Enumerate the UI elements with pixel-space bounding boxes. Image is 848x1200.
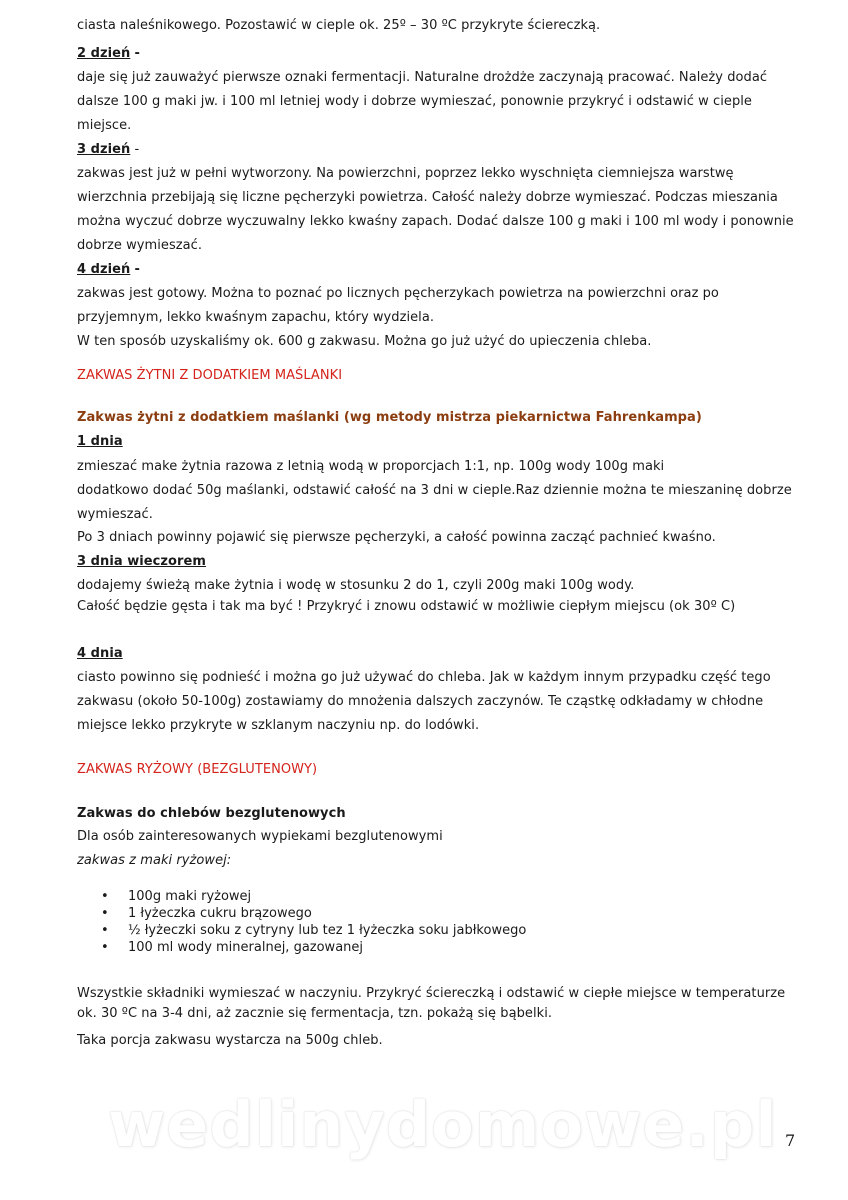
- day-3-text: zakwas jest już w pełni wytworzony. Na powierzchni, poprzez lekko wyschnięta ciemniejsza warstwę: [77, 166, 734, 181]
- rye-day-1-text: zmieszać make żytnia razowa z letnią wodą w proporcjach 1:1, np. 100g wody 100g maki: [77, 459, 665, 474]
- day-4-text: przyjemnym, lekko kwaśnym zapachu, który wydziela.: [77, 310, 435, 325]
- day-2-text: miejsce.: [77, 118, 132, 133]
- ingredient-text: ½ łyżeczki soku z cytryny lub tez 1 łyżeczka soku jabłkowego: [128, 923, 527, 938]
- bullet-icon: •: [101, 889, 109, 904]
- ingredient-text: 100g maki ryżowej: [128, 889, 252, 904]
- rye-day-1-heading: 1 dnia: [77, 434, 123, 449]
- ingredient-text: 100 ml wody mineralnej, gazowanej: [128, 940, 364, 955]
- day-2-text: daje się już zauważyć pierwsze oznaki fermentacji. Naturalne drożdże zaczynają pracować. Należy dodać: [77, 70, 768, 85]
- rye-day-3-heading: 3 dnia wieczorem: [77, 554, 206, 569]
- day-2-heading-row: [77, 45, 140, 62]
- day-2-heading: 2 dzień: [77, 46, 131, 61]
- day-3-text: dobrze wymieszać.: [77, 238, 203, 253]
- day-3-heading: 3 dzień: [77, 142, 131, 157]
- rye-day-4-text: ciasto powinno się podnieść i można go już używać do chleba. Jak w każdym innym przypadku część tego: [77, 670, 771, 685]
- list-item: [77, 888, 526, 905]
- day-3-text: można wyczuć dobrze wyczuwalny lekko kwaśny zapach. Dodać dalsze 100 g maki i 100 ml wody i ponownie: [77, 214, 794, 229]
- rice-italic-note: zakwas z maki ryżowej:: [77, 853, 232, 868]
- day-3-heading-row: [77, 141, 139, 158]
- bullet-icon: •: [101, 940, 109, 955]
- watermark: wedlinydomowe.pl: [108, 1088, 778, 1161]
- rice-instructions: ok. 30 ºC na 3-4 dni, aż zacznie się fermentacja, tzn. pokażą się bąbelki.: [77, 1006, 553, 1021]
- rye-subtitle: Zakwas żytni z dodatkiem maślanki (wg metody mistrza piekarnictwa Fahrenkampa): [77, 410, 702, 425]
- rye-day-4-heading: 4 dnia: [77, 646, 123, 661]
- bullet-icon: •: [101, 906, 109, 921]
- day-2-text: dalsze 100 g maki jw. i 100 ml letniej wody i dobrze wymieszać, ponownie przykryć i odstawić w cieple: [77, 94, 752, 109]
- rice-portion: Taka porcja zakwasu wystarcza na 500g chleb.: [77, 1033, 383, 1048]
- list-item: [77, 922, 526, 939]
- rye-day-4-text: zakwasu (około 50-100g) zostawiamy do mnożenia dalszych zaczynów. Te cząstkę odkładamy w chłodne: [77, 694, 764, 709]
- day-4-heading-row: [77, 261, 140, 278]
- rye-day-1-text: dodatkowo dodać 50g maślanki, odstawić całość na 3 dni w cieple.Raz dziennie można te mieszaninę dobrze: [77, 483, 792, 498]
- bullet-icon: •: [101, 923, 109, 938]
- ingredients-list: [77, 888, 526, 956]
- rice-section-title: ZAKWAS RYŻOWY (BEZGLUTENOWY): [77, 762, 318, 777]
- list-item: [77, 939, 526, 956]
- day-4-text: zakwas jest gotowy. Można to poznać po licznych pęcherzykach powietrza na powierzchni oraz po: [77, 286, 719, 301]
- list-item: [77, 905, 526, 922]
- rye-day-1-text: Po 3 dniach powinny pojawić się pierwsze pęcherzyki, a całość powinna zacząć pachnieć kwaśno.: [77, 530, 716, 545]
- day-3-text: wierzchnia przebijają się liczne pęcherzyki powietrza. Całość należy dobrze wymieszać. Podczas mieszania: [77, 190, 778, 205]
- rice-subtitle: Zakwas do chlebów bezglutenowych: [77, 806, 346, 821]
- rye-day-4-text: miejsce lekko przykryte w szklanym naczyniu np. do lodówki.: [77, 718, 480, 733]
- rice-instructions: Wszystkie składniki wymieszać w naczyniu. Przykryć ściereczką i odstawić w ciepłe miejsce w temperaturze: [77, 986, 786, 1001]
- ingredient-text: 1 łyżeczka cukru brązowego: [128, 906, 312, 921]
- intro-text: ciasta naleśnikowego. Pozostawić w cieple ok. 25º – 30 ºC przykryte ściereczką.: [77, 18, 601, 33]
- rye-day-3-text: dodajemy świeżą make żytnia i wodę w stosunku 2 do 1, czyli 200g maki 100g wody.: [77, 578, 635, 593]
- day-4-heading: 4 dzień: [77, 262, 131, 277]
- rice-intro: Dla osób zainteresowanych wypiekami bezglutenowymi: [77, 829, 443, 844]
- day-2-dash: -: [134, 46, 140, 61]
- rye-section-title: ZAKWAS ŻYTNI Z DODATKIEM MAŚLANKI: [77, 368, 343, 383]
- day-3-dash: -: [134, 142, 140, 157]
- day-4-dash: -: [134, 262, 140, 277]
- day-4-text: W ten sposób uzyskaliśmy ok. 600 g zakwasu. Można go już użyć do upieczenia chleba.: [77, 334, 652, 349]
- rye-day-1-text: wymieszać.: [77, 507, 153, 522]
- rye-day-3-text: Całość będzie gęsta i tak ma być ! Przykryć i znowu odstawić w możliwie ciepłym miejscu (ok 30º C): [77, 599, 736, 614]
- page-number: 7: [785, 1131, 796, 1150]
